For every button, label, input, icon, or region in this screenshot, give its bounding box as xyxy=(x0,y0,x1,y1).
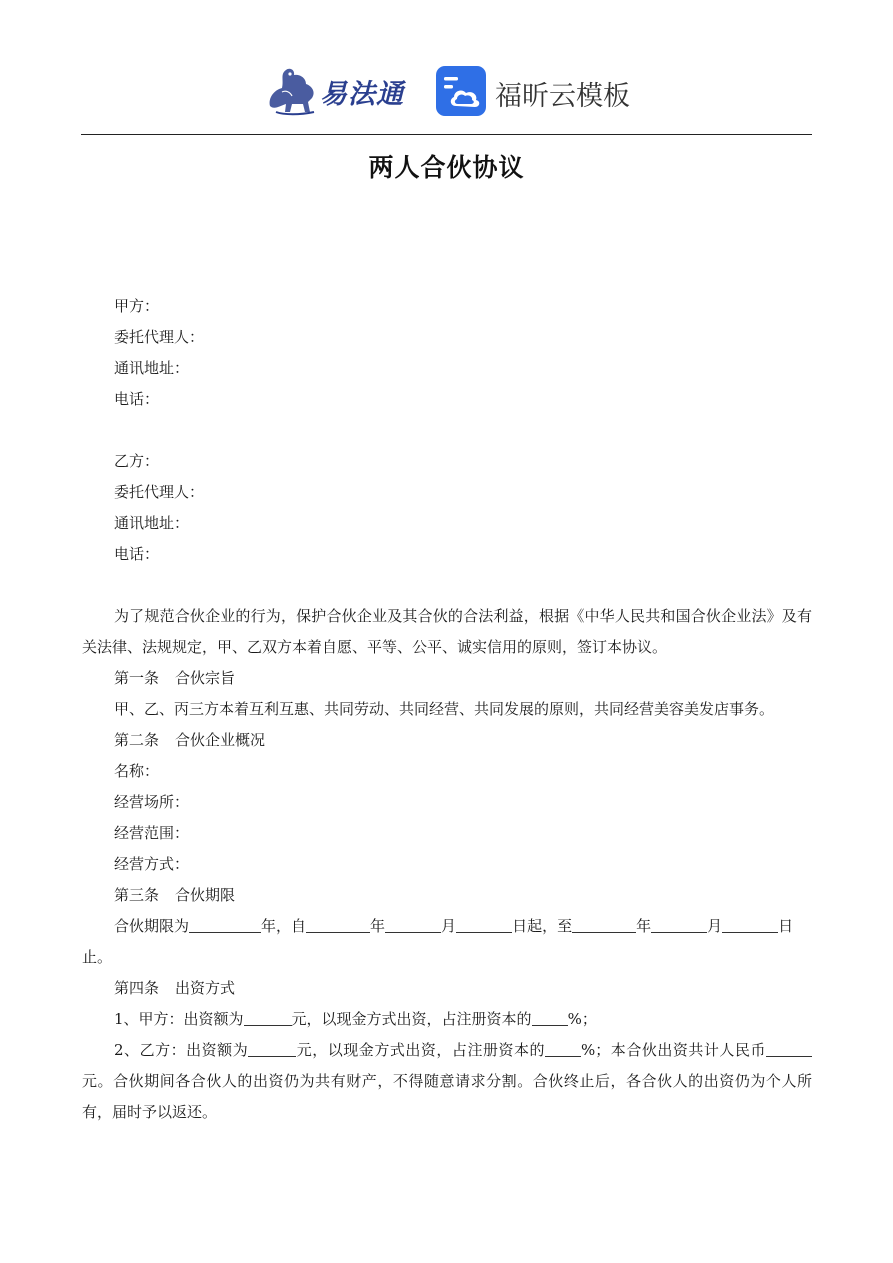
header-divider xyxy=(81,134,812,135)
article-number: 第四条 xyxy=(114,979,160,997)
article-number: 第三条 xyxy=(114,886,160,904)
article-title: 合伙企业概况 xyxy=(175,731,266,749)
document-body xyxy=(82,291,812,1128)
cloud-template-icon xyxy=(436,66,486,116)
term-text: 日 xyxy=(778,917,794,935)
party-a-address: 通讯地址： xyxy=(114,359,190,377)
term-line xyxy=(82,911,812,942)
term-text: 月 xyxy=(707,917,723,935)
blank-years xyxy=(189,914,261,933)
article-3-heading xyxy=(82,880,812,911)
contribution-text: 元。合伙期间各合伙人的出资仍为共有财产，不得随意请求分割。合伙终止后，各合伙人的出资仍为个人所有，届时予以返还。 xyxy=(82,1072,812,1121)
logo2-text: 福昕云模板 xyxy=(495,81,630,112)
blank-percent-a xyxy=(532,1007,568,1026)
blank-end-month xyxy=(651,914,707,933)
blank-percent-b xyxy=(545,1038,581,1057)
term-text: 日起，至 xyxy=(512,917,573,935)
spacer xyxy=(82,570,812,601)
article-4-heading xyxy=(82,973,812,1004)
contribution-text: %； xyxy=(567,1010,597,1028)
document-header xyxy=(0,0,893,136)
party-a-agent: 委托代理人： xyxy=(114,328,205,346)
contribution-text: %；本合伙出资共计人民币 xyxy=(581,1041,766,1059)
party-b-contribution xyxy=(82,1035,812,1128)
blank-start-year xyxy=(306,914,370,933)
article-number: 第一条 xyxy=(114,669,160,687)
article-1-text: 甲、乙、丙三方本着互利互惠、共同劳动、共同经营、共同发展的原则，共同经营美容美发店事务。 xyxy=(114,700,775,718)
spacer xyxy=(82,415,812,446)
blank-start-day xyxy=(456,914,512,933)
term-text: 年，自 xyxy=(261,917,307,935)
contribution-text: 2、乙方：出资额为 xyxy=(114,1041,249,1059)
enterprise-name-field: 名称： xyxy=(114,762,160,780)
article-1-heading xyxy=(82,663,812,694)
business-scope-field: 经营范围： xyxy=(114,824,190,842)
party-b-address: 通讯地址： xyxy=(114,514,190,532)
contribution-text: 元，以现金方式出资，占注册资本的 xyxy=(296,1041,546,1059)
yifatong-logo xyxy=(262,62,412,118)
article-title: 合伙期限 xyxy=(175,886,236,904)
party-a-phone: 电话： xyxy=(114,390,160,408)
party-a-contribution xyxy=(82,1004,812,1035)
blank-amount-b xyxy=(248,1038,296,1057)
party-a-label: 甲方： xyxy=(114,297,160,315)
article-number: 第二条 xyxy=(114,731,160,749)
party-b-label: 乙方： xyxy=(114,452,160,470)
fuxin-logo xyxy=(436,66,636,118)
contribution-text: 1、甲方：出资额为 xyxy=(114,1010,244,1028)
blank-end-year xyxy=(572,914,636,933)
term-text: 年 xyxy=(370,917,386,935)
blank-amount-a xyxy=(244,1007,292,1026)
contribution-text: 元，以现金方式出资，占注册资本的 xyxy=(291,1010,532,1028)
article-title: 出资方式 xyxy=(175,979,236,997)
business-mode-field: 经营方式： xyxy=(114,855,190,873)
party-b-agent: 委托代理人： xyxy=(114,483,205,501)
logo1-text: 易法通 xyxy=(320,79,404,110)
blank-end-day xyxy=(722,914,778,933)
kirin-icon xyxy=(262,62,322,118)
business-place-field: 经营场所： xyxy=(114,793,190,811)
blank-total-amount xyxy=(766,1038,812,1057)
term-text: 月 xyxy=(441,917,457,935)
preamble-paragraph: 为了规范合伙企业的行为，保护合伙企业及其合伙的合法利益，根据《中华人民共和国合伙企业法》及有关法律、法规规定，甲、乙双方本着自愿、平等、公平、诚实信用的原则，签订本协议。 xyxy=(82,607,812,656)
term-line-end: 止。 xyxy=(82,948,113,966)
party-b-phone: 电话： xyxy=(114,545,160,563)
article-2-heading xyxy=(82,725,812,756)
article-title: 合伙宗旨 xyxy=(175,669,236,687)
document-title: 两人合伙协议 xyxy=(368,153,525,182)
blank-start-month xyxy=(385,914,441,933)
term-text: 年 xyxy=(636,917,652,935)
term-text: 合伙期限为 xyxy=(114,917,190,935)
